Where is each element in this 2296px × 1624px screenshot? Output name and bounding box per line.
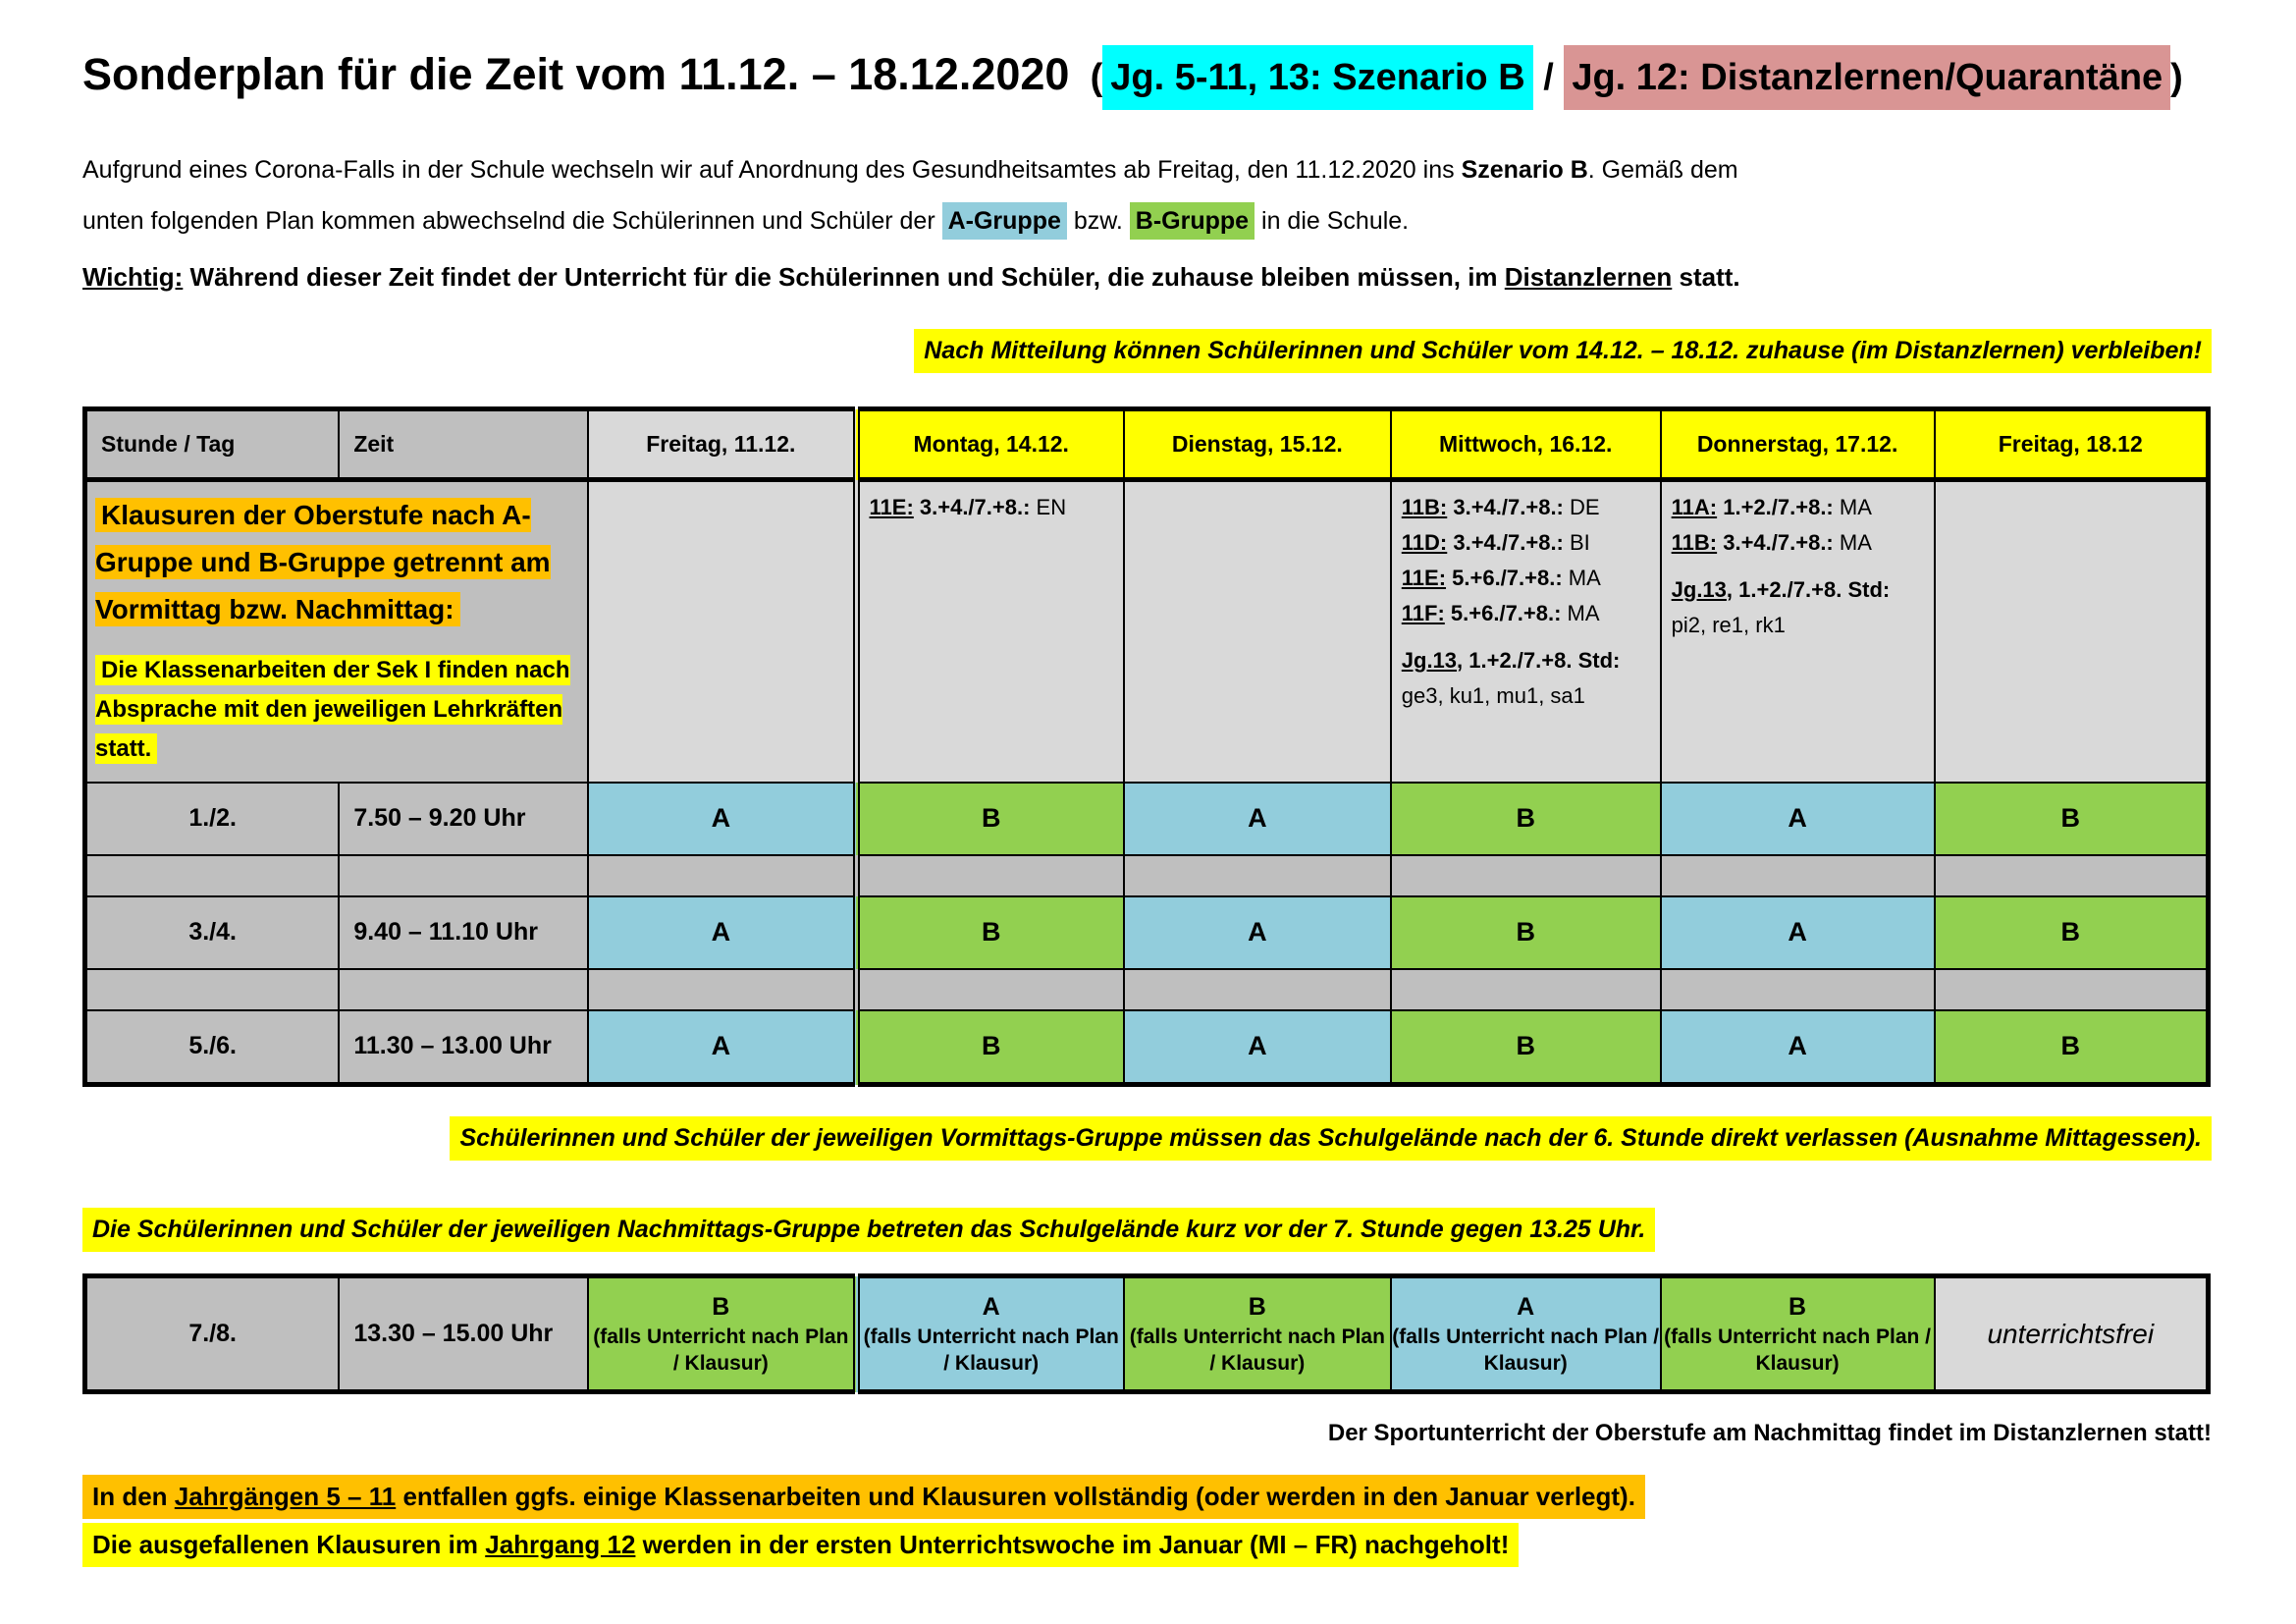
spacer-cell [856,855,1124,896]
exam-subject: EN [1030,495,1067,519]
bottom2-text-a: Die ausgefallenen Klausuren im [92,1530,486,1559]
exam-periods: 3.+4./7.+8.: [1717,530,1834,555]
stunde-cell: 5./6. [85,1010,340,1085]
exam-class: 11B: [1671,530,1718,555]
nachmittag-note: Die Schülerinnen und Schüler der jeweiligen Nachmittags-Gruppe betreten das Schulgelände kurz vor der 7. Stunde gegen 13.25 Uhr. [82,1208,1655,1252]
header-zeit: Zeit [339,409,588,480]
group-cell-mittwoch [1391,1276,1661,1392]
spacer-cell [588,969,856,1010]
szenario-b-bold: Szenario B [1461,156,1588,184]
distance-banner: Nach Mitteilung können Schülerinnen und Schüler vom 14.12. – 18.12. zuhause (im Distanzlernen) verbleiben! [914,329,2212,373]
group-cell-montag: B [856,783,1124,855]
spacer-cell [85,969,340,1010]
stunde-cell: 1./2. [85,783,340,855]
spacer-cell [339,855,588,896]
nachmittag-note-row [82,1208,2212,1252]
unterrichtsfrei-cell: unterrichtsfrei [1935,1276,2209,1392]
exam-courses: ge3, ku1, mu1, sa1 [1401,683,1585,708]
spacer-cell [85,855,340,896]
bottom-line-1 [82,1475,2212,1519]
spacer-cell [588,855,856,896]
intro-paragraph [82,144,2212,246]
spacer-cell [1124,855,1391,896]
group-cell-dienstag: A [1124,783,1391,855]
spacer-cell [1391,969,1661,1010]
exam-class: 11D: [1401,530,1448,555]
header-donnerstag: Donnerstag, 17.12. [1661,409,1935,480]
group-cell-freitag-18: B [1935,896,2209,969]
group-cell-dienstag [1124,1276,1391,1392]
group-cell-dienstag: A [1124,896,1391,969]
exam-line [870,490,1117,525]
period-row-5-6 [85,1010,2209,1085]
zeit-cell: 7.50 – 9.20 Uhr [339,783,588,855]
group-cell-donnerstag: A [1661,783,1935,855]
klausuren-note-orange-wrap [95,492,579,633]
group-letter: B [712,1292,730,1321]
intro-text-1: Aufgrund eines Corona-Falls in der Schule wechseln wir auf Anordnung des Gesundheitsamtes ab Freitag, den 11.12.2020 ins [82,156,1462,184]
group-condition: (falls Unterricht nach Plan / Klausur) [1664,1325,1932,1375]
header-montag: Montag, 14.12. [856,409,1124,480]
header-mittwoch: Mittwoch, 16.12. [1391,409,1661,480]
period-row-1-2 [85,783,2209,855]
exam-line [1402,678,1654,714]
spacer-cell [1935,969,2209,1010]
group-cell-montag [856,1276,1124,1392]
header-stunde-tag: Stunde / Tag [85,409,340,480]
group-cell-freitag-18: B [1935,1010,2209,1085]
jahrgaenge-underline: Jahrgängen 5 – 11 [174,1482,397,1511]
group-condition: (falls Unterricht nach Plan / Klausur) [863,1325,1119,1375]
exam-class: Jg.13 [1671,577,1727,602]
exam-periods: , 1.+2./7.+8. Std: [1726,577,1891,602]
group-letter: B [1248,1292,1266,1321]
exam-class: 11E: [1401,566,1447,590]
intro-text-4: bzw. [1066,207,1130,235]
vormittag-note: Schülerinnen und Schüler der jeweiligen Vormittags-Gruppe müssen das Schulgelände nach der 6. Stunde direkt verlassen (Ausnahme Mittagessen). [450,1116,2212,1161]
exam-subject: MA [1561,601,1600,625]
exam-periods: 3.+4./7.+8.: [1447,495,1564,519]
klausuren-note-orange: Klausuren der Oberstufe nach A-Gruppe und B-Gruppe getrennt am Vormittag bzw. Nachmittag: [95,500,551,624]
jahrgang12-underline: Jahrgang 12 [485,1530,636,1559]
group-condition: (falls Unterricht nach Plan / Klausur) [593,1325,849,1375]
exam-class: 11A: [1671,495,1718,519]
group-letter: A [1517,1292,1535,1321]
exam-class: 11B: [1401,495,1448,519]
stunde-cell: 3./4. [85,896,340,969]
spacer-row [85,855,2209,896]
exam-periods: 5.+6./7.+8.: [1444,601,1562,625]
exam-periods: 5.+6./7.+8.: [1446,566,1563,590]
klausuren-note-yellow-wrap [95,651,579,769]
sport-note: Der Sportunterricht der Oberstufe am Nachmittag findet im Distanzlernen statt! [1327,1420,2212,1446]
spacer-cell [1661,969,1935,1010]
group-cell-montag: B [856,1010,1124,1085]
group-cell-dienstag: A [1124,1010,1391,1085]
exam-cell-mittwoch [1391,480,1661,783]
bottom1-text-b: entfallen ggfs. einige Klassenarbeiten und Klausuren vollständig (oder werden in den Januar verlegt). [396,1482,1635,1511]
afternoon-table [82,1273,2211,1394]
exam-line [1402,596,1654,631]
schedule-header-row [85,409,2209,480]
group-letter: A [982,1292,1000,1321]
group-cell-mittwoch: B [1391,896,1661,969]
group-cell-freitag-11: A [588,783,856,855]
intro-text-2: . Gemäß dem [1587,156,1738,184]
group-cell-montag: B [856,896,1124,969]
spacer-cell [1391,855,1661,896]
exam-periods: 1.+2./7.+8.: [1717,495,1834,519]
group-cell-freitag-18: B [1935,783,2209,855]
klausuren-note-cell [85,480,589,783]
exam-line [1402,525,1654,561]
header-freitag-11: Freitag, 11.12. [588,409,856,480]
spacer-cell [339,969,588,1010]
spacer-cell [1661,855,1935,896]
paren-close: ) [2170,57,2183,98]
intro-text-3: unten folgenden Plan kommen abwechselnd die Schülerinnen und Schüler der [82,207,942,235]
bottom1-text-a: In den [92,1482,175,1511]
group-cell-freitag-11: A [588,1010,856,1085]
exam-subject: DE [1563,495,1600,519]
wichtig-text: Während dieser Zeit findet der Unterricht für die Schülerinnen und Schüler, die zuhause bleiben müssen, im [183,262,1505,292]
exam-class: Jg.13 [1401,648,1458,673]
exam-line [1672,490,1928,525]
title-paren [1069,45,2182,110]
group-cell-donnerstag: A [1661,1010,1935,1085]
exam-line [1402,490,1654,525]
title-main: Sonderplan für die Zeit vom 11.12. – 18.12.2020 [82,49,1070,99]
exam-periods: , 1.+2./7.+8. Std: [1457,648,1621,673]
title-slash: / [1532,57,1565,98]
exam-subject: MA [1562,566,1601,590]
paren-open: ( [1090,57,1103,98]
group-cell-freitag-11: A [588,896,856,969]
zeit-cell: 13.30 – 15.00 Uhr [339,1276,588,1392]
exam-subject: MA [1833,495,1872,519]
zeit-cell: 9.40 – 11.10 Uhr [339,896,588,969]
group-cell-mittwoch: B [1391,783,1661,855]
spacer-cell [1124,969,1391,1010]
spacer-row [85,969,2209,1010]
exam-subject: MA [1833,530,1872,555]
exam-cell-montag [856,480,1124,783]
exam-class: 11E: [869,495,914,519]
schedule-table [82,406,2211,1087]
stunde-cell: 7./8. [85,1276,340,1392]
group-cell-donnerstag [1661,1276,1935,1392]
bottom-line-2 [82,1523,2212,1567]
exam-courses: pi2, re1, rk1 [1671,613,1786,637]
group-condition: (falls Unterricht nach Plan / Klausur) [1392,1325,1660,1375]
group-letter: B [1789,1292,1807,1321]
klausuren-row [85,480,2209,783]
distance-banner-row [82,329,2212,373]
exam-line [1672,608,1928,643]
exam-cell-donnerstag [1661,480,1935,783]
document-title [82,0,2212,107]
exam-class: 11F: [1401,601,1445,625]
header-dienstag: Dienstag, 15.12. [1124,409,1391,480]
group-condition: (falls Unterricht nach Plan / Klausur) [1129,1325,1385,1375]
spacer-cell [856,969,1124,1010]
wichtig-label: Wichtig: [82,262,184,292]
exam-cell-freitag-18 [1935,480,2209,783]
klausuren-note-yellow: Die Klassenarbeiten der Sek I finden nach Absprache mit den jeweiligen Lehrkräften statt. [95,657,570,762]
exam-line [1402,643,1654,678]
spacer-cell [1935,855,2209,896]
b-group-highlight: B-Gruppe [1130,202,1255,240]
zeit-cell: 11.30 – 13.00 Uhr [339,1010,588,1085]
group-cell-donnerstag: A [1661,896,1935,969]
exam-line [1402,561,1654,596]
header-freitag-18: Freitag, 18.12 [1935,409,2209,480]
vormittag-note-row [82,1116,2212,1161]
exam-line [1672,525,1928,561]
bottom2-text-b: werden in der ersten Unterrichtswoche im Januar (MI – FR) nachgeholt! [635,1530,1510,1559]
group-cell-freitag-11 [588,1276,856,1392]
exam-cell-freitag-11 [588,480,856,783]
exam-periods: 3.+4./7.+8.: [913,495,1031,519]
exam-subject: BI [1563,530,1590,555]
period-row-3-4 [85,896,2209,969]
jahrgaenge-note [82,1475,1645,1519]
klausuren-nachholen-note [82,1523,1519,1567]
period-row-7-8 [85,1276,2209,1392]
quarantine-highlight: Jg. 12: Distanzlernen/Quarantäne [1564,45,2170,110]
wichtig-end: statt. [1672,262,1740,292]
a-group-highlight: A-Gruppe [942,202,1067,240]
exam-line [1672,572,1928,608]
distanzlernen-underline: Distanzlernen [1504,262,1673,292]
group-cell-mittwoch: B [1391,1010,1661,1085]
wichtig-line [82,252,2212,301]
intro-text-5: in die Schule. [1255,207,1410,235]
scenario-b-highlight: Jg. 5-11, 13: Szenario B [1102,45,1532,110]
exam-cell-dienstag [1124,480,1391,783]
exam-periods: 3.+4./7.+8.: [1447,530,1564,555]
